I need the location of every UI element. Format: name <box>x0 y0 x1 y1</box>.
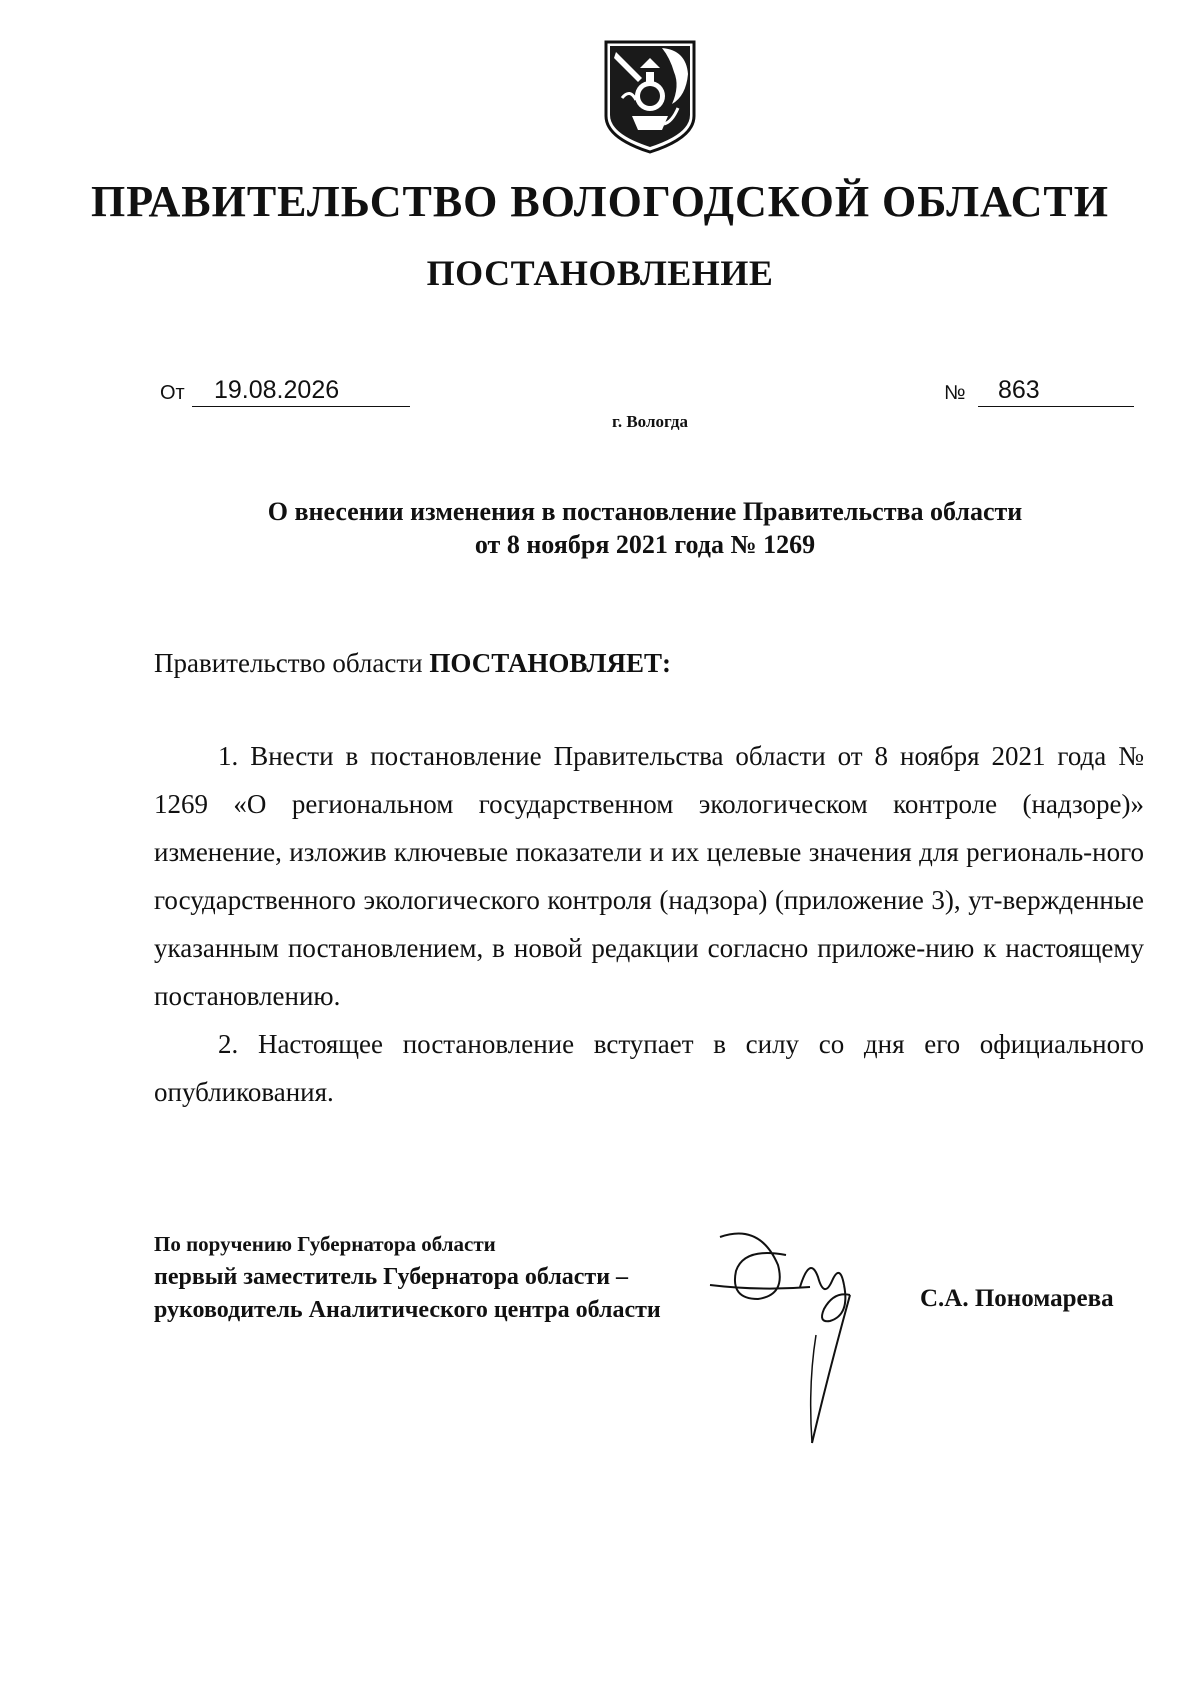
document-number: 863 <box>998 376 1040 404</box>
organization-title: ПРАВИТЕЛЬСТВО ВОЛОГОДСКОЙ ОБЛАСТИ <box>91 177 1109 226</box>
document-type: ПОСТАНОВЛЕНИЕ <box>426 253 774 293</box>
paragraph-1: 1. Внести в постановление Правительства области от 8 ноября 2021 года № 1269 «О региональном государственном экологическом контроле (надзоре)» изменение, изложив ключевые показатели и их целевые значения для региональ-ного государственного экологического контроля (надзора) (приложение 3), ут-вержденные указанным постановлением, в новой редакции согласно приложе-нию к настоящему постановлению. <box>154 741 1144 1011</box>
preamble <box>154 648 671 679</box>
coat-of-arms-icon <box>602 38 698 156</box>
signatory-name: С.А. Пономарева <box>920 1285 1114 1312</box>
preamble-text: Правительство области <box>154 648 430 678</box>
city: г. Вологда <box>612 412 688 431</box>
number-prefix: № <box>944 382 966 404</box>
document-date: 19.08.2026 <box>214 376 340 404</box>
signatory-position <box>154 1228 661 1327</box>
handwritten-signature-icon <box>700 1225 910 1450</box>
subject-line-2: от 8 ноября 2021 года № 1269 <box>474 530 816 559</box>
preamble-resolves: ПОСТАНОВЛЯЕТ: <box>429 648 671 678</box>
document-body <box>154 732 1144 1116</box>
signatory-line-2: первый заместитель Губернатора области – <box>154 1264 629 1290</box>
date-prefix: От <box>160 382 185 404</box>
signatory-line-1: По поручению Губернатора области <box>154 1232 496 1256</box>
signatory-line-3: руководитель Аналитического центра области <box>154 1297 661 1323</box>
document-subject <box>150 495 1140 561</box>
paragraph-2: 2. Настоящее постановление вступает в силу со дня его официального опубликования. <box>154 1029 1144 1107</box>
subject-line-1: О внесении изменения в постановление Правительства области <box>267 497 1023 526</box>
